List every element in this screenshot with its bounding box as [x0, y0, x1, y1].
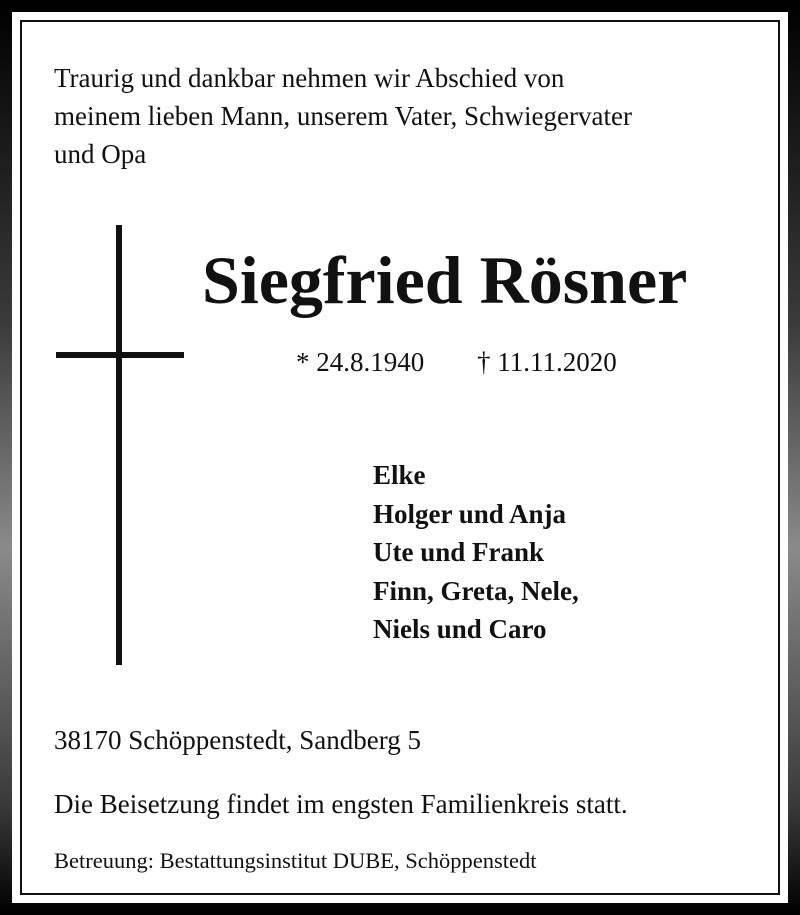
deceased-name: Siegfried Rösner	[202, 242, 688, 318]
obituary-card	[12, 12, 788, 903]
burial-notice: Die Beisetzung findet im engsten Familienkreis statt.	[54, 789, 628, 819]
intro-line: und Opa	[54, 139, 147, 169]
birth-date: * 24.8.1940	[296, 347, 425, 377]
mourner-line: Elke	[373, 460, 426, 490]
intro-line: meinem lieben Mann, unserem Vater, Schwiegervater	[54, 101, 632, 131]
cross-vertical-bar	[116, 225, 122, 665]
mourner-line: Finn, Greta, Nele,	[373, 575, 579, 606]
death-date: † 11.11.2020	[477, 347, 617, 377]
address: 38170 Schöppenstedt, Sandberg 5	[54, 725, 421, 755]
mourners-list	[373, 456, 753, 649]
funeral-home-credit: Betreuung: Bestattungsinstitut DUBE, Schöppenstedt	[54, 848, 537, 873]
obituary-border	[20, 20, 780, 895]
mourner-line: Ute und Frank	[373, 537, 545, 567]
life-dates	[296, 344, 716, 380]
mourner-line: Niels und Caro	[373, 614, 547, 644]
cross-horizontal-bar	[56, 352, 184, 358]
intro-line: Traurig und dankbar nehmen wir Abschied von	[54, 63, 565, 93]
mourner-line: Holger und Anja	[373, 498, 567, 529]
intro-text	[54, 59, 754, 173]
